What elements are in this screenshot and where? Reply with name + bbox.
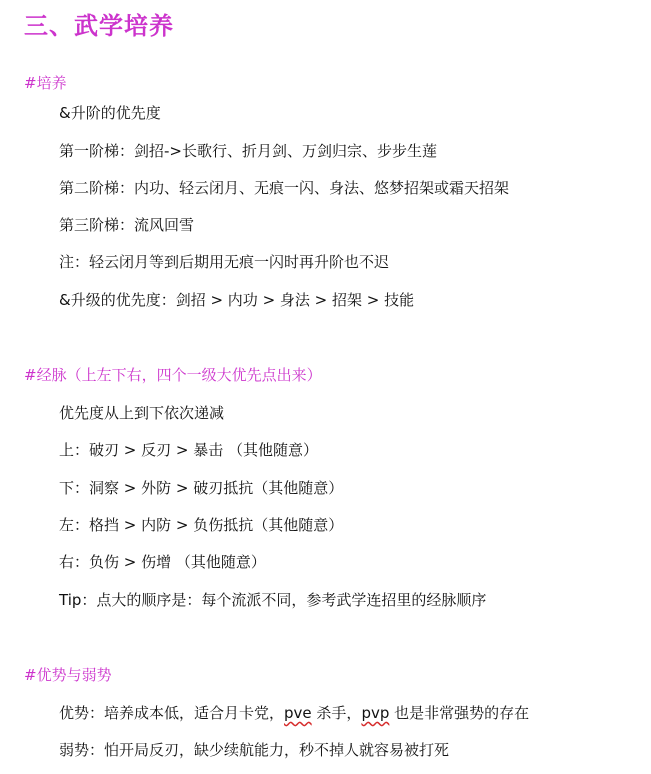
meridians-line-5: 右：负伤 > 伤增 （其他随意） [59,553,266,571]
cultivation-line-5: 注：轻云闭月等到后期用无痕一闪时再升阶也不迟 [59,253,390,271]
strength-line [59,702,529,723]
pvp-word: pvp [361,704,390,722]
meridians-line-2: 上：破刃 > 反刃 > 暴击 （其他随意） [59,441,318,459]
strength-prefix: 优势：培养成本低，适合月卡党， [59,704,285,722]
cultivation-line-3: 第二阶梯：内功、轻云闭月、无痕一闪、身法、悠梦招架或霜天招架 [59,179,510,197]
strength-middle: 杀手， [311,704,362,722]
strength-suffix: 也是非常强势的存在 [389,704,530,722]
cultivation-line-2: 第一阶梯：剑招->长歌行、折月剑、万剑归宗、步步生莲 [59,142,437,160]
page-title: 三、武学培养 [24,12,174,40]
meridians-line-4: 左：格挡 > 内防 > 负伤抵抗（其他随意） [59,516,344,534]
cultivation-line-6: &升级的优先度：剑招 > 内功 > 身法 > 招架 > 技能 [59,291,415,309]
cultivation-line-1: &升阶的优先度 [59,104,161,122]
section-heading-pros-cons: #优势与弱势 [24,666,112,684]
section-heading-cultivation: #培养 [24,74,67,92]
cultivation-line-4: 第三阶梯：流风回雪 [59,216,195,234]
meridians-line-6: Tip：点大的顺序是：每个流派不同，参考武学连招里的经脉顺序 [59,591,487,609]
meridians-line-1: 优先度从上到下依次递减 [59,404,225,422]
section-heading-meridians: #经脉（上左下右，四个一级大优先点出来） [24,366,322,384]
meridians-line-3: 下：洞察 > 外防 > 破刃抵抗（其他随意） [59,479,344,497]
weakness-line: 弱势：怕开局反刃，缺少续航能力，秒不掉人就容易被打死 [59,741,450,759]
pve-word: pve [284,704,312,722]
